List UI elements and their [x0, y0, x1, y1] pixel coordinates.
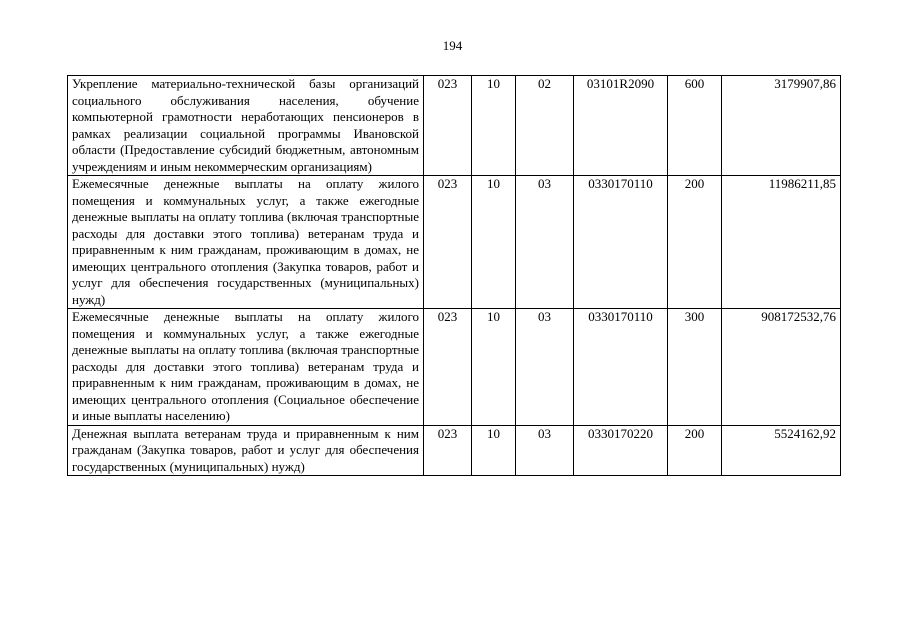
table-row: [68, 176, 841, 309]
row-amount: 11986211,85: [722, 176, 841, 309]
row-section-code: 10: [472, 176, 516, 309]
row-target-article: 0330170110: [574, 309, 668, 426]
row-ved-code: 023: [424, 76, 472, 176]
row-description: Денежная выплата ветеранам труда и приравненным к ним гражданам (Закупка товаров, работ и услуг для обеспечения государственных (муниципальных) нужд): [68, 425, 424, 476]
row-section-code: 10: [472, 309, 516, 426]
row-section-code: 10: [472, 76, 516, 176]
table-row: [68, 425, 841, 476]
row-subsection-code: 03: [516, 309, 574, 426]
row-expense-type: 600: [668, 76, 722, 176]
row-ved-code: 023: [424, 176, 472, 309]
page-number: 194: [442, 38, 463, 53]
row-amount: 3179907,86: [722, 76, 841, 176]
table-row: [68, 76, 841, 176]
row-target-article: 0330170110: [574, 176, 668, 309]
row-subsection-code: 03: [516, 425, 574, 476]
row-ved-code: 023: [424, 425, 472, 476]
row-amount: 5524162,92: [722, 425, 841, 476]
row-target-article: 0330170220: [574, 425, 668, 476]
table-row: [68, 309, 841, 426]
row-ved-code: 023: [424, 309, 472, 426]
row-expense-type: 200: [668, 176, 722, 309]
row-amount: 908172532,76: [722, 309, 841, 426]
row-expense-type: 200: [668, 425, 722, 476]
row-section-code: 10: [472, 425, 516, 476]
row-subsection-code: 03: [516, 176, 574, 309]
budget-table: [67, 75, 841, 476]
row-subsection-code: 02: [516, 76, 574, 176]
row-description: Ежемесячные денежные выплаты на оплату жилого помещения и коммунальных услуг, а также ежегодные денежные выплаты на оплату топлива (включая транспортные расходы для доставки этого топлива) ветеранам труда и приравненным к ним гражданам, проживающим в домах, не имеющих центрального отопления (Социальное обеспечение и иные выплаты населению): [68, 309, 424, 426]
row-description: Укрепление материально-технической базы организаций социального обслуживания населения, обучение компьютерной грамотности неработающих пенсионеров в рамках реализации социальной программы Ивановской области (Предоставление субсидий бюджетным, автономным учреждениям и иным некоммерческим организациям): [68, 76, 424, 176]
row-description: Ежемесячные денежные выплаты на оплату жилого помещения и коммунальных услуг, а также ежегодные денежные выплаты на оплату топлива (включая транспортные расходы для доставки этого топлива) ветеранам труда и приравненным к ним гражданам, проживающим в домах, не имеющих центрального отопления (Закупка товаров, работ и услуг для обеспечения государственных (муниципальных) нужд): [68, 176, 424, 309]
row-expense-type: 300: [668, 309, 722, 426]
row-target-article: 03101R2090: [574, 76, 668, 176]
